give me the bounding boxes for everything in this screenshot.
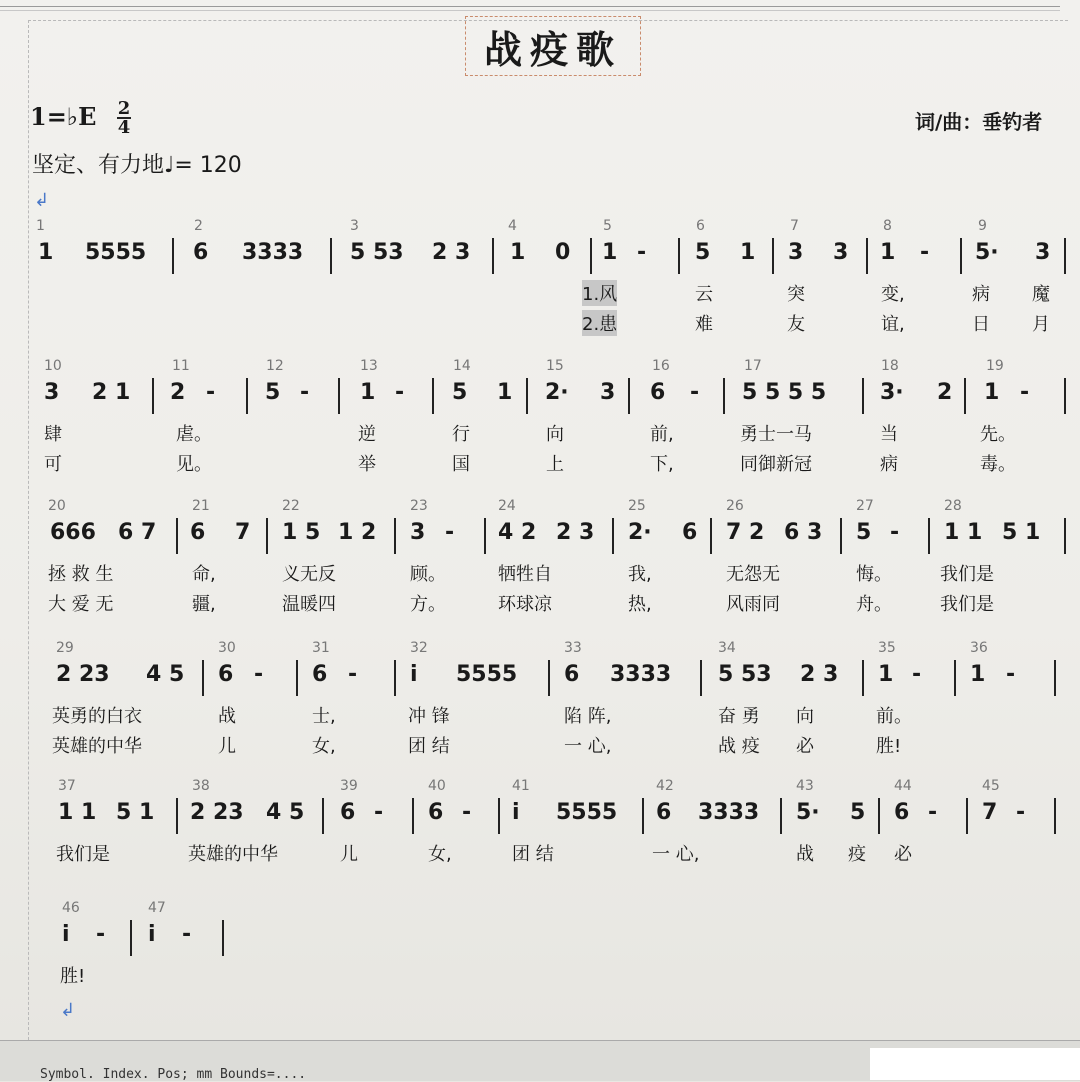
note[interactable]: 3 bbox=[1035, 240, 1051, 265]
note[interactable]: - bbox=[912, 662, 922, 687]
bar-line bbox=[960, 238, 962, 274]
note[interactable]: 7 bbox=[982, 800, 998, 825]
bar-line bbox=[700, 660, 702, 696]
lyric-syllable[interactable]: 拯 救 生 bbox=[48, 564, 114, 585]
lyric-syllable[interactable]: 勇士一马 bbox=[740, 424, 812, 445]
lyric-syllable[interactable]: 牺牲自 bbox=[498, 564, 552, 585]
measure-number: 39 bbox=[340, 778, 358, 794]
lyric-syllable[interactable]: 日 bbox=[972, 314, 990, 335]
measure-number: 32 bbox=[410, 640, 428, 656]
note[interactable]: - bbox=[206, 380, 216, 405]
bar-line bbox=[296, 660, 298, 696]
bar-line bbox=[1064, 518, 1066, 554]
note[interactable]: 6 bbox=[312, 662, 328, 687]
note[interactable]: 6 bbox=[650, 380, 666, 405]
bar-line bbox=[1054, 798, 1056, 834]
note[interactable]: 2 1 bbox=[92, 380, 131, 405]
lyric-syllable[interactable]: 命, bbox=[192, 564, 216, 585]
lyric-syllable[interactable]: 病 bbox=[880, 454, 898, 475]
note[interactable]: 2 23 bbox=[190, 800, 244, 825]
lyric-syllable[interactable]: 战 bbox=[218, 706, 236, 727]
lyric-syllable[interactable]: 舟。 bbox=[856, 594, 892, 615]
lyric-syllable[interactable]: 女, bbox=[428, 844, 452, 865]
measure-number: 43 bbox=[796, 778, 814, 794]
lyric-syllable[interactable]: 魔 bbox=[1032, 284, 1050, 305]
note[interactable]: 3· bbox=[880, 380, 904, 405]
measure-number: 33 bbox=[564, 640, 582, 656]
page-title: 战疫歌 bbox=[483, 26, 622, 72]
time-top: 2 bbox=[117, 98, 131, 119]
lyric-syllable[interactable]: 方。 bbox=[410, 594, 446, 615]
note[interactable]: 1 bbox=[984, 380, 1000, 405]
note[interactable]: 5· bbox=[975, 240, 999, 265]
note[interactable]: 1 bbox=[510, 240, 526, 265]
note[interactable]: 5 1 bbox=[116, 800, 155, 825]
note[interactable]: - bbox=[920, 240, 930, 265]
measure-number: 21 bbox=[192, 498, 210, 514]
measure-number: 25 bbox=[628, 498, 646, 514]
bar-line bbox=[130, 920, 132, 956]
measure-number: 3 bbox=[350, 218, 359, 234]
note[interactable]: 6 bbox=[564, 662, 580, 687]
note[interactable]: 2 bbox=[170, 380, 186, 405]
staff-row bbox=[0, 900, 1080, 1030]
lyric-syllable[interactable]: 悔。 bbox=[856, 564, 892, 585]
note[interactable]: 2 3 bbox=[556, 520, 595, 545]
measure-number: 41 bbox=[512, 778, 530, 794]
measure-number: 24 bbox=[498, 498, 516, 514]
note[interactable]: 1 bbox=[360, 380, 376, 405]
note[interactable]: - bbox=[300, 380, 310, 405]
note[interactable]: 1 bbox=[602, 240, 618, 265]
bar-line bbox=[394, 518, 396, 554]
measure-number: 38 bbox=[192, 778, 210, 794]
measure-number: 35 bbox=[878, 640, 896, 656]
note[interactable]: 1 bbox=[880, 240, 896, 265]
lyric-syllable[interactable]: 举 bbox=[358, 454, 376, 475]
bar-line bbox=[1054, 660, 1056, 696]
bar-line bbox=[330, 238, 332, 274]
measure-number: 26 bbox=[726, 498, 744, 514]
measure-number: 17 bbox=[744, 358, 762, 374]
measure-number: 29 bbox=[56, 640, 74, 656]
lyric-syllable[interactable]: 士, bbox=[312, 706, 336, 727]
lyric-syllable[interactable]: 儿 bbox=[218, 736, 236, 757]
bar-line bbox=[840, 518, 842, 554]
lyric-syllable[interactable]: 儿 bbox=[340, 844, 358, 865]
measure-number: 15 bbox=[546, 358, 564, 374]
measure-number: 19 bbox=[986, 358, 1004, 374]
lyric-syllable[interactable]: 疆, bbox=[192, 594, 216, 615]
lyric-syllable[interactable]: 虐。 bbox=[176, 424, 212, 445]
note[interactable]: 3333 bbox=[698, 800, 760, 825]
note[interactable]: - bbox=[348, 662, 358, 687]
lyric-syllable[interactable]: 难 bbox=[695, 314, 713, 335]
lyric-syllable[interactable]: 英雄的中华 bbox=[52, 736, 142, 757]
bar-line bbox=[878, 798, 880, 834]
note[interactable]: 3333 bbox=[242, 240, 304, 265]
note[interactable]: 2 3 bbox=[800, 662, 839, 687]
lyric-syllable[interactable]: 必 bbox=[796, 736, 814, 757]
bar-line bbox=[678, 238, 680, 274]
measure-number: 10 bbox=[44, 358, 62, 374]
lyric-syllable[interactable]: 我们是 bbox=[940, 564, 994, 585]
note[interactable]: 7 2 bbox=[726, 520, 765, 545]
staff-row bbox=[0, 640, 1080, 770]
note[interactable]: 5· bbox=[796, 800, 820, 825]
lyric-syllable[interactable]: 变, bbox=[881, 284, 905, 305]
note[interactable]: 6 bbox=[894, 800, 910, 825]
note[interactable]: - bbox=[374, 800, 384, 825]
bar-line bbox=[498, 798, 500, 834]
measure-number: 9 bbox=[978, 218, 987, 234]
notes-line bbox=[0, 380, 1080, 420]
lyric-syllable[interactable]: 国 bbox=[452, 454, 470, 475]
note[interactable]: 1 2 bbox=[338, 520, 377, 545]
bar-line bbox=[710, 518, 712, 554]
note[interactable]: - bbox=[395, 380, 405, 405]
note[interactable]: 6 3 bbox=[784, 520, 823, 545]
lyric-syllable[interactable]: 胜! bbox=[876, 736, 902, 757]
bar-line bbox=[176, 798, 178, 834]
note[interactable]: 7 bbox=[235, 520, 251, 545]
lyric-syllable[interactable]: 谊, bbox=[881, 314, 905, 335]
lyric-syllable[interactable]: 前, bbox=[650, 424, 674, 445]
measure-number: 5 bbox=[603, 218, 612, 234]
measure-number: 46 bbox=[62, 900, 80, 916]
bar-line bbox=[628, 378, 630, 414]
note[interactable]: 3 bbox=[833, 240, 849, 265]
measure-number: 30 bbox=[218, 640, 236, 656]
bar-line bbox=[492, 238, 494, 274]
status-panel bbox=[870, 1048, 1080, 1080]
note[interactable]: 5 5 5 5 bbox=[742, 380, 827, 405]
lyric-syllable[interactable]: 顾。 bbox=[410, 564, 446, 585]
lyric-syllable[interactable]: 当 bbox=[880, 424, 898, 445]
note[interactable]: i bbox=[512, 800, 520, 825]
note[interactable]: 6 bbox=[428, 800, 444, 825]
bar-line bbox=[266, 518, 268, 554]
lyric-syllable[interactable]: 大 爱 无 bbox=[48, 594, 114, 615]
note[interactable]: 5 bbox=[452, 380, 468, 405]
measure-number: 4 bbox=[508, 218, 517, 234]
bar-line bbox=[484, 518, 486, 554]
measure-number: 7 bbox=[790, 218, 799, 234]
lyric-syllable[interactable]: 团 结 bbox=[512, 844, 554, 865]
lyric-syllable[interactable]: 突 bbox=[787, 284, 805, 305]
lyric-syllable[interactable]: 热, bbox=[628, 594, 652, 615]
note[interactable]: 1 bbox=[497, 380, 513, 405]
measure-number: 20 bbox=[48, 498, 66, 514]
bar-line bbox=[1064, 378, 1066, 414]
note[interactable]: - bbox=[445, 520, 455, 545]
time-bottom: 4 bbox=[117, 117, 131, 138]
bar-line bbox=[432, 378, 434, 414]
lyric-syllable[interactable]: 英雄的中华 bbox=[188, 844, 278, 865]
lyric-syllable[interactable]: 先。 bbox=[980, 424, 1016, 445]
note[interactable]: 5 53 bbox=[718, 662, 772, 687]
note[interactable]: 4 2 bbox=[498, 520, 537, 545]
note[interactable]: 5 bbox=[856, 520, 872, 545]
note[interactable]: 6 bbox=[193, 240, 209, 265]
bar-line bbox=[780, 798, 782, 834]
lyric-syllable[interactable]: 风雨同 bbox=[726, 594, 780, 615]
bar-line bbox=[866, 238, 868, 274]
lyric-syllable[interactable]: 1.风 bbox=[582, 280, 617, 306]
note[interactable]: 5 53 bbox=[350, 240, 404, 265]
credit-line: 词/曲：垂钓者 bbox=[915, 110, 1043, 134]
note[interactable]: 3333 bbox=[610, 662, 672, 687]
note[interactable]: 6 bbox=[190, 520, 206, 545]
lyric-syllable[interactable]: 上 bbox=[546, 454, 564, 475]
note[interactable]: - bbox=[928, 800, 938, 825]
lyric-syllable[interactable]: 环球凉 bbox=[498, 594, 552, 615]
measure-number: 1 bbox=[36, 218, 45, 234]
lyric-syllable[interactable]: 女, bbox=[312, 736, 336, 757]
return-arrow-icon: ↲ bbox=[34, 190, 50, 211]
note[interactable]: - bbox=[182, 922, 192, 947]
note[interactable]: 0 bbox=[555, 240, 571, 265]
note[interactable]: 5 bbox=[695, 240, 711, 265]
measure-number: 22 bbox=[282, 498, 300, 514]
measure-number: 16 bbox=[652, 358, 670, 374]
note[interactable]: - bbox=[254, 662, 264, 687]
measure-number: 36 bbox=[970, 640, 988, 656]
note[interactable]: 1 bbox=[878, 662, 894, 687]
measure-number: 11 bbox=[172, 358, 190, 374]
note[interactable]: - bbox=[1016, 800, 1026, 825]
title-box[interactable] bbox=[465, 16, 641, 76]
note[interactable]: - bbox=[462, 800, 472, 825]
note[interactable]: 6 bbox=[218, 662, 234, 687]
measure-number: 27 bbox=[856, 498, 874, 514]
measure-number: 14 bbox=[453, 358, 471, 374]
note[interactable]: 5555 bbox=[85, 240, 147, 265]
bar-line bbox=[526, 378, 528, 414]
measure-number: 45 bbox=[982, 778, 1000, 794]
measure-number: 28 bbox=[944, 498, 962, 514]
lyric-syllable[interactable]: 冲 锋 bbox=[408, 706, 450, 727]
lyric-syllable[interactable]: 毒。 bbox=[980, 454, 1016, 475]
lyric-syllable[interactable]: 向 bbox=[546, 424, 564, 445]
bar-line bbox=[152, 378, 154, 414]
note[interactable]: 2 23 bbox=[56, 662, 110, 687]
lyric-syllable[interactable]: 战 bbox=[796, 844, 814, 865]
bar-line bbox=[723, 378, 725, 414]
note[interactable]: - bbox=[96, 922, 106, 947]
top-rule bbox=[0, 6, 1060, 7]
measure-number: 2 bbox=[194, 218, 203, 234]
notes-line bbox=[0, 662, 1080, 702]
time-signature bbox=[117, 100, 131, 136]
note[interactable]: 6 bbox=[682, 520, 698, 545]
note[interactable]: i bbox=[62, 922, 70, 947]
lyric-syllable[interactable]: 战 疫 bbox=[718, 736, 760, 757]
note[interactable]: 2· bbox=[545, 380, 569, 405]
lyric-syllable[interactable]: 陷 阵, bbox=[564, 706, 612, 727]
lyric-syllable[interactable]: 前。 bbox=[876, 706, 912, 727]
note[interactable]: i bbox=[148, 922, 156, 947]
lyric-syllable[interactable]: 友 bbox=[787, 314, 805, 335]
notes-line bbox=[0, 800, 1080, 840]
measure-number: 23 bbox=[410, 498, 428, 514]
note[interactable]: 3 bbox=[788, 240, 804, 265]
measure-number: 37 bbox=[58, 778, 76, 794]
lyric-syllable[interactable]: 疫 bbox=[848, 844, 866, 865]
lyric-syllable[interactable]: 向 bbox=[796, 706, 814, 727]
lyric-syllable[interactable]: 义无反 bbox=[282, 564, 336, 585]
note[interactable]: 5555 bbox=[556, 800, 618, 825]
bar-line bbox=[412, 798, 414, 834]
lyric-syllable[interactable]: 一 心, bbox=[564, 736, 612, 757]
lyric-syllable[interactable]: 必 bbox=[894, 844, 912, 865]
bar-line bbox=[772, 238, 774, 274]
top-rule-secondary bbox=[0, 10, 1060, 11]
bar-line bbox=[246, 378, 248, 414]
lyric-syllable[interactable]: 逆 bbox=[358, 424, 376, 445]
note[interactable]: i bbox=[410, 662, 418, 687]
note[interactable]: 3 bbox=[44, 380, 60, 405]
bar-line bbox=[612, 518, 614, 554]
note[interactable]: 1 1 bbox=[58, 800, 97, 825]
lyric-syllable[interactable]: 一 心, bbox=[652, 844, 700, 865]
lyric-syllable[interactable]: 团 结 bbox=[408, 736, 450, 757]
bar-line bbox=[966, 798, 968, 834]
note[interactable]: 1 bbox=[740, 240, 756, 265]
notes-line bbox=[0, 922, 1080, 962]
bar-line bbox=[394, 660, 396, 696]
measure-number: 42 bbox=[656, 778, 674, 794]
lyric-syllable[interactable]: 病 bbox=[972, 284, 990, 305]
lyric-syllable[interactable]: 英勇的白衣 bbox=[52, 706, 142, 727]
lyric-syllable[interactable]: 无怨无 bbox=[726, 564, 780, 585]
bar-line bbox=[954, 660, 956, 696]
lyric-syllable[interactable]: 下, bbox=[650, 454, 674, 475]
note[interactable]: 5 bbox=[850, 800, 866, 825]
note[interactable]: 1 5 bbox=[282, 520, 321, 545]
measure-number: 12 bbox=[266, 358, 284, 374]
measure-number: 34 bbox=[718, 640, 736, 656]
measure-number: 44 bbox=[894, 778, 912, 794]
measure-number: 8 bbox=[883, 218, 892, 234]
lyric-syllable[interactable]: 同御新冠 bbox=[740, 454, 812, 475]
lyric-syllable[interactable]: 行 bbox=[452, 424, 470, 445]
lyric-syllable[interactable]: 我们是 bbox=[940, 594, 994, 615]
note[interactable]: 3 bbox=[410, 520, 426, 545]
measure-number: 13 bbox=[360, 358, 378, 374]
note[interactable]: - bbox=[690, 380, 700, 405]
measure-number: 47 bbox=[148, 900, 166, 916]
note[interactable]: 6 bbox=[340, 800, 356, 825]
lyric-syllable[interactable]: 肆 bbox=[44, 424, 62, 445]
staff-row bbox=[0, 358, 1080, 488]
bar-line bbox=[322, 798, 324, 834]
lyric-syllable[interactable]: 可 bbox=[44, 454, 62, 475]
note[interactable]: 1 bbox=[38, 240, 54, 265]
bar-line bbox=[338, 378, 340, 414]
note[interactable]: 5 1 bbox=[1002, 520, 1041, 545]
lyric-syllable[interactable]: 奋 勇 bbox=[718, 706, 760, 727]
note[interactable]: 1 1 bbox=[944, 520, 983, 545]
bar-line bbox=[862, 378, 864, 414]
lyric-syllable[interactable]: 我们是 bbox=[56, 844, 110, 865]
note[interactable]: - bbox=[890, 520, 900, 545]
staff-row bbox=[0, 778, 1080, 908]
bar-line bbox=[176, 518, 178, 554]
note[interactable]: 6 bbox=[656, 800, 672, 825]
note[interactable]: 2· bbox=[628, 520, 652, 545]
note[interactable]: 666 bbox=[50, 520, 96, 545]
measure-number: 40 bbox=[428, 778, 446, 794]
note[interactable]: 5555 bbox=[456, 662, 518, 687]
measure-number: 6 bbox=[696, 218, 705, 234]
bar-line bbox=[862, 660, 864, 696]
lyric-syllable[interactable]: 2.患 bbox=[582, 310, 617, 336]
tempo-marking: 坚定、有力地♩= 120 bbox=[32, 153, 242, 178]
notes-line bbox=[0, 520, 1080, 560]
note[interactable]: 2 bbox=[937, 380, 953, 405]
bar-line bbox=[202, 660, 204, 696]
note[interactable]: - bbox=[1020, 380, 1030, 405]
status-text: Symbol. Index. Pos; mm Bounds=.... bbox=[40, 1067, 307, 1082]
note[interactable]: 6 7 bbox=[118, 520, 157, 545]
bar-line bbox=[642, 798, 644, 834]
return-arrow-icon: ↲ bbox=[60, 1000, 76, 1021]
measure-number: 18 bbox=[881, 358, 899, 374]
bar-line bbox=[928, 518, 930, 554]
staff-row bbox=[0, 218, 1080, 348]
lyric-syllable[interactable]: 见。 bbox=[176, 454, 212, 475]
measure-number: 31 bbox=[312, 640, 330, 656]
note[interactable]: - bbox=[637, 240, 647, 265]
lyric-syllable[interactable]: 我, bbox=[628, 564, 652, 585]
bar-line bbox=[548, 660, 550, 696]
lyric-syllable[interactable]: 月 bbox=[1032, 314, 1050, 335]
lyric-syllable[interactable]: 温暖四 bbox=[282, 594, 336, 615]
bar-line bbox=[222, 920, 224, 956]
bar-line bbox=[590, 238, 592, 274]
note[interactable]: 2 3 bbox=[432, 240, 471, 265]
note[interactable]: 4 5 bbox=[146, 662, 185, 687]
note[interactable]: 5 bbox=[265, 380, 281, 405]
notes-line bbox=[0, 240, 1080, 280]
lyric-syllable[interactable]: 胜! bbox=[60, 966, 86, 987]
key-signature: 1=♭E bbox=[30, 102, 97, 131]
staff-row bbox=[0, 498, 1080, 628]
note[interactable]: 1 bbox=[970, 662, 986, 687]
bar-line bbox=[1064, 238, 1066, 274]
note[interactable]: 4 5 bbox=[266, 800, 305, 825]
note[interactable]: - bbox=[1006, 662, 1016, 687]
note[interactable]: 3 bbox=[600, 380, 616, 405]
bar-line bbox=[964, 378, 966, 414]
lyric-syllable[interactable]: 云 bbox=[695, 284, 713, 305]
bar-line bbox=[172, 238, 174, 274]
